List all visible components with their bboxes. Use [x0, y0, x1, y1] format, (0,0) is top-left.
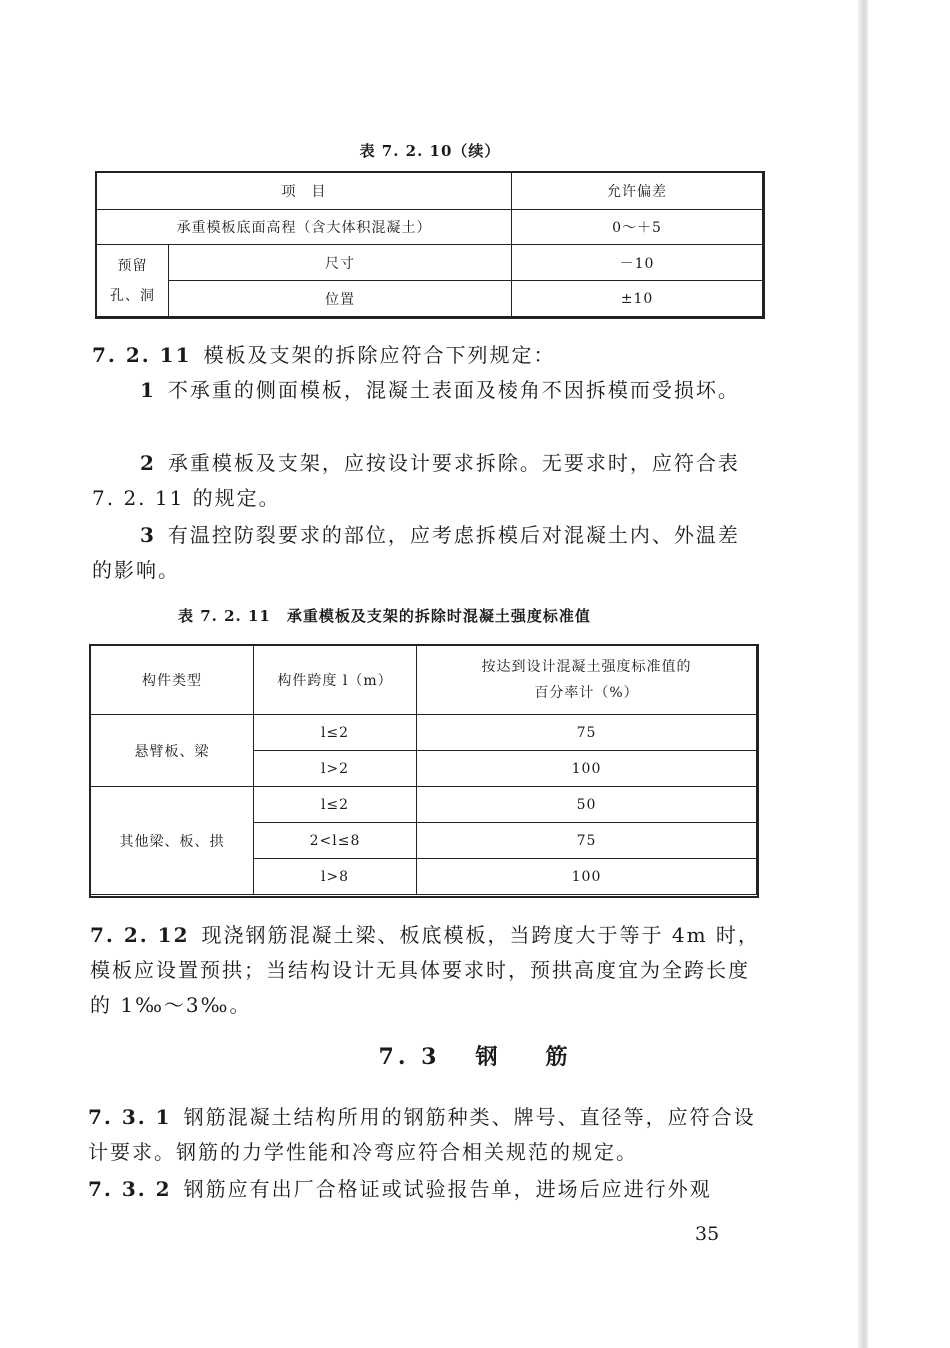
clause-text: 钢筋应有出厂合格证或试验报告单，进场后应进行外观	[183, 1177, 712, 1201]
row-size-value: －10	[512, 245, 763, 281]
span-cell: l≤2	[254, 715, 417, 751]
span-cell: l≤2	[254, 787, 417, 823]
clause-text: 模板及支架的拆除应符合下列规定：	[203, 343, 556, 367]
group-cantilever: 悬臂板、梁	[91, 715, 254, 787]
table-7-2-11-caption: 表 7. 2. 11 承重模板及支架的拆除时混凝土强度标准值	[178, 607, 591, 625]
clause-number: 7. 2. 12	[90, 923, 190, 947]
clause-7-3-1	[88, 1100, 760, 1170]
clause-text: 钢筋混凝土结构所用的钢筋种类、牌号、直径等，应符合设计要求。钢筋的力学性能和冷弯应符合相关规范的规定。	[88, 1105, 756, 1164]
clause-number: 7. 2. 11	[92, 343, 192, 367]
section-title	[0, 1040, 950, 1071]
item-text: 不承重的侧面模板，混凝土表面及棱角不因拆模而受损坏。	[167, 378, 740, 402]
page-edge-shadow	[858, 0, 868, 1348]
section-title-char-1: 钢	[475, 1044, 502, 1070]
span-cell: 2<l≤8	[254, 823, 417, 859]
section-title-char-2: 筋	[545, 1044, 572, 1070]
header-percent	[417, 646, 757, 715]
clause-7-3-2	[88, 1172, 768, 1207]
clause-7-2-11-item-2	[92, 446, 760, 516]
group-other-members: 其他梁、板、拱	[91, 787, 254, 895]
section-number: 7. 3	[378, 1044, 441, 1070]
header-item: 项 目	[97, 173, 512, 210]
row-position-value: ±10	[512, 281, 763, 317]
header-span: 构件跨度 l（m）	[254, 646, 417, 715]
item-number: 3	[140, 523, 156, 547]
clause-number: 7. 3. 1	[88, 1105, 172, 1129]
span-cell: l>2	[254, 751, 417, 787]
header-tolerance: 允许偏差	[512, 173, 763, 210]
table-7-2-10	[96, 172, 763, 317]
percent-cell: 75	[417, 715, 757, 751]
row-size-label: 尺寸	[169, 245, 512, 281]
clause-7-2-11-item-3	[92, 518, 760, 588]
item-number: 1	[140, 378, 156, 402]
clause-7-2-12	[90, 918, 762, 1023]
group-reserved-holes: 预留 孔、洞	[97, 245, 169, 317]
percent-cell: 100	[417, 751, 757, 787]
clause-text: 现浇钢筋混凝土梁、板底模板，当跨度大于等于 4m 时，模板应设置预拱；当结构设计无具体要求时，预拱高度宜为全跨长度的 1‰～3‰。	[90, 923, 760, 1017]
table-7-2-11	[90, 645, 757, 895]
row-elevation-label: 承重模板底面高程（含大体积混凝土）	[97, 210, 512, 245]
clause-7-2-11	[92, 338, 760, 373]
item-text: 承重模板及支架，应按设计要求拆除。无要求时，应符合表 7. 2. 11 的规定。	[92, 451, 740, 510]
item-number: 2	[140, 451, 156, 475]
header-member-type: 构件类型	[91, 646, 254, 715]
percent-cell: 100	[417, 859, 757, 895]
row-elevation-value: 0～＋5	[512, 210, 763, 245]
percent-cell: 50	[417, 787, 757, 823]
page-number: 35	[695, 1223, 720, 1245]
clause-number: 7. 3. 2	[88, 1177, 172, 1201]
span-cell: l>8	[254, 859, 417, 895]
header-percent-line1: 按达到设计混凝土强度标准值的	[481, 659, 692, 675]
clause-7-2-11-item-1	[92, 373, 762, 408]
percent-cell: 75	[417, 823, 757, 859]
row-position-label: 位置	[169, 281, 512, 317]
item-text: 有温控防裂要求的部位，应考虑拆模后对混凝土内、外温差的影响。	[92, 523, 740, 582]
header-percent-line2: 百分率计（%）	[534, 685, 639, 701]
table-7-2-10-caption: 表 7. 2. 10（续）	[359, 142, 501, 160]
